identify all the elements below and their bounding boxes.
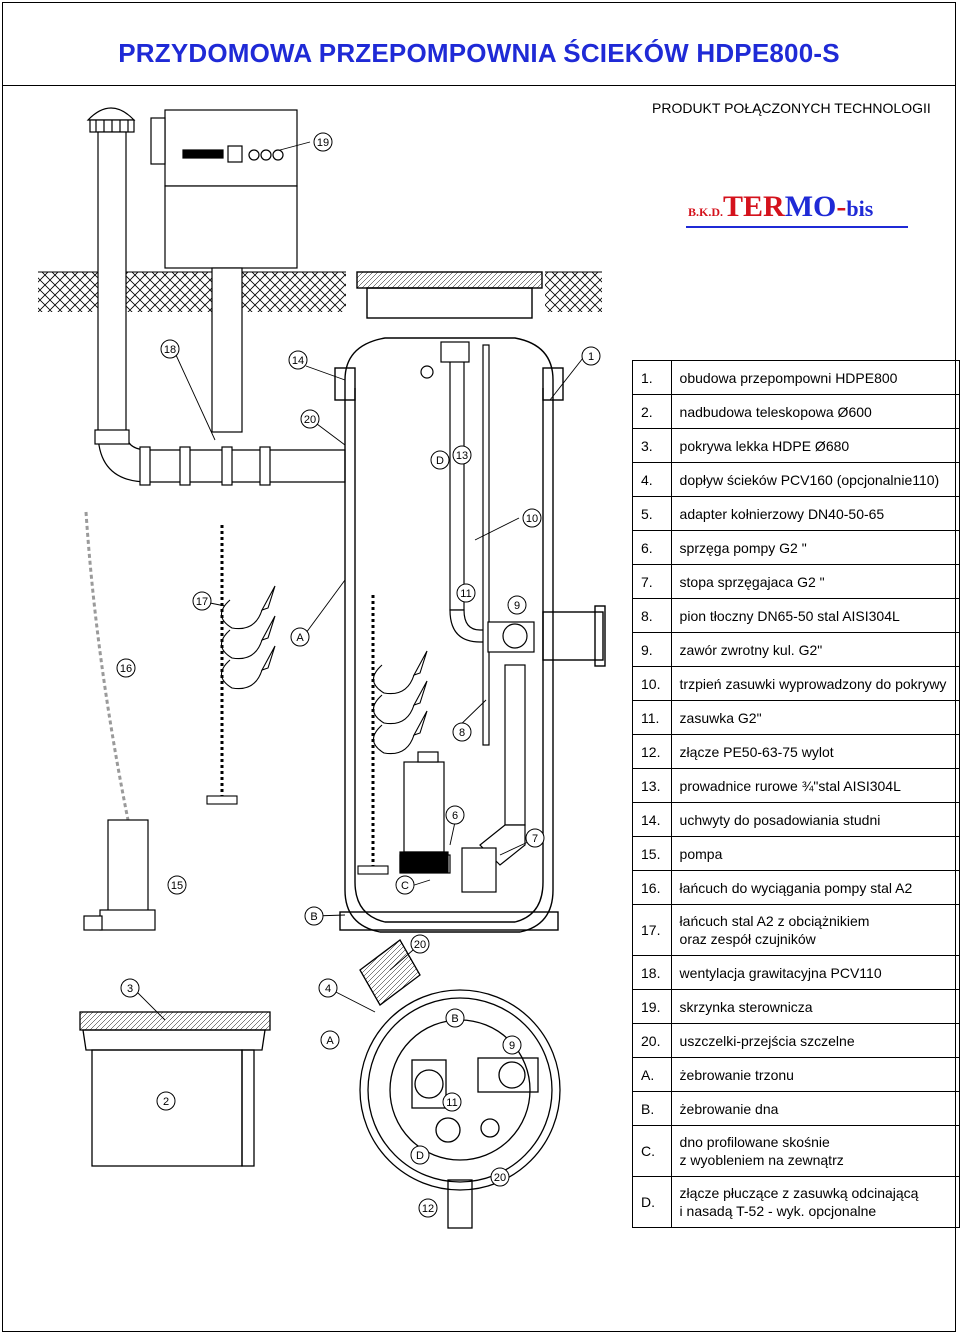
logo-part-4: bis bbox=[846, 196, 874, 221]
callout-label: 3 bbox=[126, 983, 134, 995]
legend-text-line: wentylacja grawitacyjna PCV110 bbox=[679, 964, 882, 981]
product-line: PRODUKT POŁĄCZONYCH TECHNOLOGII bbox=[652, 100, 931, 116]
legend-text-line-2: i nasadą T-52 - wyk. opcjonalne bbox=[679, 1203, 877, 1219]
callout-label: 10 bbox=[525, 513, 539, 525]
legend-number: 17. bbox=[633, 905, 672, 956]
control-box bbox=[151, 110, 297, 432]
callout-label: B bbox=[310, 911, 318, 923]
legend-text-line: nadbudowa teleskopowa Ø600 bbox=[679, 403, 872, 420]
legend-text-line: złącze płuczące z zasuwką odcinającą bbox=[679, 1185, 919, 1201]
legend-number: 7. bbox=[633, 565, 672, 599]
legend-number: 11. bbox=[633, 701, 672, 735]
callout-label: 8 bbox=[458, 727, 466, 739]
callout-label: 7 bbox=[531, 833, 539, 845]
legend-text-line: łańcuch do wyciągania pompy stal A2 bbox=[679, 879, 913, 896]
legend-number: 2. bbox=[633, 395, 672, 429]
legend-number: 12. bbox=[633, 735, 672, 769]
callout-label: 11 bbox=[460, 588, 472, 600]
cover-and-extension bbox=[80, 1012, 270, 1166]
callout-label: 2 bbox=[162, 1096, 170, 1108]
callout-label: 9 bbox=[508, 1040, 516, 1052]
legend-number: 20. bbox=[633, 1024, 672, 1058]
legend-text-line: zawór zwrotny kul. G2" bbox=[679, 641, 823, 658]
callout-label: 20 bbox=[303, 414, 317, 426]
callout-label: 19 bbox=[316, 137, 330, 149]
plan-view bbox=[360, 940, 560, 1228]
callout-label: A bbox=[326, 1035, 334, 1047]
legend-number: 8. bbox=[633, 599, 672, 633]
removed-pump bbox=[84, 820, 155, 930]
callout-label: 20 bbox=[413, 939, 427, 951]
callout-label: 20 bbox=[493, 1172, 507, 1184]
legend-text-line: sprzęga pompy G2 " bbox=[679, 539, 807, 556]
callout-label: D bbox=[416, 1150, 424, 1162]
legend-number: 6. bbox=[633, 531, 672, 565]
legend-text-line: pompa bbox=[679, 845, 723, 862]
legend-number: 14. bbox=[633, 803, 672, 837]
legend-number: 19. bbox=[633, 990, 672, 1024]
legend-text-line-2: z wyobleniem na zewnątrz bbox=[679, 1152, 844, 1168]
page-title: PRZYDOMOWA PRZEPOMPOWNIA ŚCIEKÓW HDPE800-S bbox=[118, 38, 840, 68]
callout-label: 15 bbox=[170, 880, 184, 892]
legend-text-line: pokrywa lekka HDPE Ø680 bbox=[679, 437, 850, 454]
legend-number: B. bbox=[633, 1092, 672, 1126]
legend-text-line: trzpień zasuwki wyprowadzony do pokrywy bbox=[679, 675, 947, 692]
legend-text-line: łańcuch stal A2 z obciążnikiem bbox=[679, 913, 870, 929]
legend-text-line: uchwyty do posadowiania studni bbox=[679, 811, 881, 828]
legend-number: C. bbox=[633, 1126, 672, 1177]
legend-number: 15. bbox=[633, 837, 672, 871]
logo-part-1: TER bbox=[723, 190, 785, 223]
legend-number: 1. bbox=[633, 361, 672, 395]
legend-text-line: żebrowanie dna bbox=[679, 1100, 779, 1117]
logo-part-3: - bbox=[836, 190, 847, 223]
legend-text-line-2: oraz zespół czujników bbox=[679, 931, 816, 947]
callout-label: 17 bbox=[195, 596, 209, 608]
legend-text-line: pion tłoczny DN65-50 stal AISI304L bbox=[679, 607, 900, 624]
legend-number: 4. bbox=[633, 463, 672, 497]
callout-label: A bbox=[296, 632, 304, 644]
logo-prefix: B.K.D. bbox=[688, 205, 724, 219]
legend-text-line: żebrowanie trzonu bbox=[679, 1066, 794, 1083]
callout-label: D bbox=[436, 455, 444, 467]
legend-text-line: dno profilowane skośnie bbox=[679, 1134, 830, 1150]
legend-text-line: skrzynka sterownicza bbox=[679, 998, 813, 1015]
callout-label: 14 bbox=[291, 355, 305, 367]
callout-label: 4 bbox=[324, 983, 332, 995]
chain-17 bbox=[207, 525, 427, 874]
callout-label: 9 bbox=[513, 600, 521, 612]
legend-text-line: zasuwka G2" bbox=[679, 709, 762, 726]
legend-number: 16. bbox=[633, 871, 672, 905]
legend-number: 9. bbox=[633, 633, 672, 667]
legend-number: 18. bbox=[633, 956, 672, 990]
legend-text-line: adapter kołnierzowy DN40-50-65 bbox=[679, 505, 885, 522]
legend-number: D. bbox=[633, 1177, 672, 1228]
legend-text-line: uszczelki-przejścia szczelne bbox=[679, 1032, 855, 1049]
legend-text-line: złącze PE50-63-75 wylot bbox=[679, 743, 834, 760]
legend-text-line: dopływ ścieków PCV160 (opcjonalnie110) bbox=[679, 471, 940, 488]
legend-number: 13. bbox=[633, 769, 672, 803]
callout-label: B bbox=[451, 1013, 459, 1025]
logo-part-2: MO bbox=[784, 190, 837, 223]
callout-label: 16 bbox=[119, 663, 133, 675]
tank-body bbox=[335, 272, 605, 932]
callout-label: 13 bbox=[455, 450, 469, 462]
legend-number: 5. bbox=[633, 497, 672, 531]
legend-text-line: prowadnice rurowe ¾"stal AISI304L bbox=[679, 777, 901, 794]
callout-label: 6 bbox=[451, 810, 459, 822]
legend-text-line: stopa sprzęgajaca G2 " bbox=[679, 573, 825, 590]
callout-label: C bbox=[401, 880, 409, 892]
callout-label: 18 bbox=[163, 344, 177, 356]
callout-label: 12 bbox=[421, 1203, 435, 1215]
legend-number: A. bbox=[633, 1058, 672, 1092]
legend-text-line: obudowa przepompowni HDPE800 bbox=[679, 369, 898, 386]
pump bbox=[400, 752, 448, 872]
legend-number: 3. bbox=[633, 429, 672, 463]
legend-number: 10. bbox=[633, 667, 672, 701]
callout-label: 1 bbox=[587, 351, 595, 363]
callout-label: 11 bbox=[446, 1097, 458, 1109]
